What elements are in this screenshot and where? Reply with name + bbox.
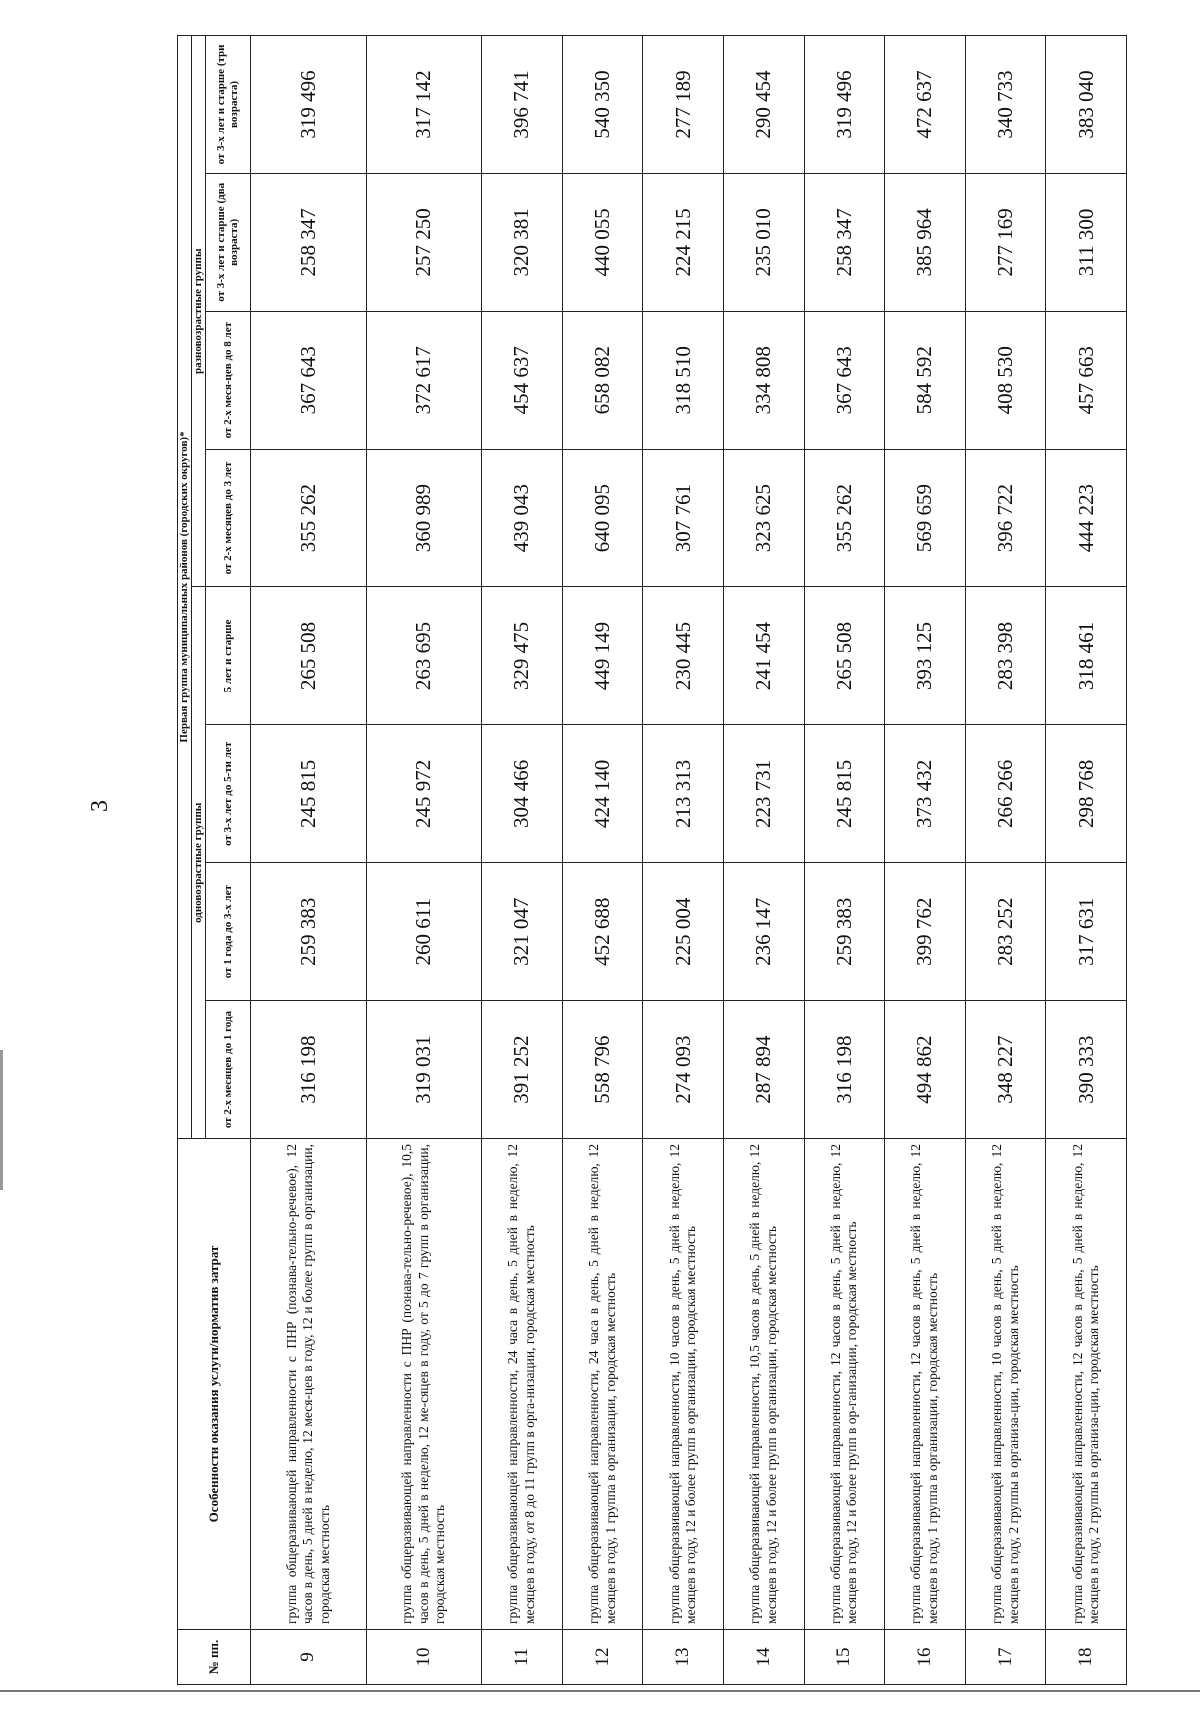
cost-value-cell: 408 530	[965, 311, 1046, 449]
header-description: Особенности оказания услуги/норматив затрат	[178, 1139, 251, 1630]
cost-value-cell: 316 198	[251, 1001, 367, 1139]
cost-value-cell: 265 508	[251, 587, 367, 725]
cost-value-cell: 266 266	[965, 725, 1046, 863]
cost-value-cell: 390 333	[1046, 1001, 1127, 1139]
row-number: 14	[723, 1630, 804, 1685]
cost-value-cell: 290 454	[723, 36, 804, 174]
cost-value-cell: 355 262	[804, 449, 885, 587]
cost-value-cell: 274 093	[643, 1001, 724, 1139]
cost-value-cell: 213 313	[643, 725, 724, 863]
cost-value-cell: 311 300	[1046, 173, 1127, 311]
cost-value-cell: 494 862	[885, 1001, 966, 1139]
table-row	[885, 36, 966, 1685]
header-main-title: Первая группа муниципальных районов (городских округов)*	[178, 36, 192, 1139]
cost-value-cell: 283 398	[965, 587, 1046, 725]
cost-value-cell: 399 762	[885, 863, 966, 1001]
cost-value-cell: 367 643	[251, 311, 367, 449]
cost-value-cell: 317 631	[1046, 863, 1127, 1001]
row-description: группа общеразвивающей направленности, 24 часа в день, 5 дней в неделю, 12 месяцев в году, 1 группа в организации, городская местность	[562, 1139, 643, 1630]
column-header: от 3-х лет и старше (два возраста)	[206, 173, 251, 311]
cost-value-cell: 224 215	[643, 173, 724, 311]
cost-value-cell: 319 031	[366, 1001, 482, 1139]
cost-value-cell: 245 815	[251, 725, 367, 863]
cost-value-cell: 241 454	[723, 587, 804, 725]
row-description: группа общеразвивающей направленности, 24 часа в день, 5 дней в неделю, 12 месяцев в году, от 8 до 11 групп в орга-низации, городская местность	[482, 1139, 563, 1630]
header-single-age: одновозрастные группы	[192, 587, 206, 1139]
cost-value-cell: 385 964	[885, 173, 966, 311]
cost-value-cell: 584 592	[885, 311, 966, 449]
table-body	[251, 36, 1127, 1685]
column-header: от 3-х лет и старше (три возраста)	[206, 36, 251, 174]
column-header: от 2-х меся-цев до 8 лет	[206, 311, 251, 449]
cost-value-cell: 223 731	[723, 725, 804, 863]
row-description: группа общеразвивающей направленности с ПНР (познава-тельно-речевое), 10,5 часов в день, 5 дней в неделю, 12 ме-сяцев в году, от 5 до 7 групп в организации, городская местность	[366, 1139, 482, 1630]
cost-value-cell: 318 510	[643, 311, 724, 449]
cost-value-cell: 367 643	[804, 311, 885, 449]
cost-value-cell: 444 223	[1046, 449, 1127, 587]
cost-value-cell: 283 252	[965, 863, 1046, 1001]
cost-value-cell: 298 768	[1046, 725, 1127, 863]
cost-value-cell: 319 496	[804, 36, 885, 174]
cost-value-cell: 304 466	[482, 725, 563, 863]
cost-value-cell: 424 140	[562, 725, 643, 863]
cost-value-cell: 393 125	[885, 587, 966, 725]
cost-value-cell: 454 637	[482, 311, 563, 449]
column-header: от 2-х месяцев до 3 лет	[206, 449, 251, 587]
cost-value-cell: 263 695	[366, 587, 482, 725]
cost-value-cell: 316 198	[804, 1001, 885, 1139]
row-number: 12	[562, 1630, 643, 1685]
cost-value-cell: 245 972	[366, 725, 482, 863]
row-description: группа общеразвивающей направленности с ПНР (познава-тельно-речевое), 12 часов в день, 5 дней в неделю, 12 меся-цев в году, 12 и более групп в организации, городская местность	[251, 1139, 367, 1630]
row-number: 17	[965, 1630, 1046, 1685]
cost-value-cell: 259 383	[804, 863, 885, 1001]
cost-value-cell: 439 043	[482, 449, 563, 587]
cost-value-cell: 245 815	[804, 725, 885, 863]
table-row	[366, 36, 482, 1685]
table-row	[562, 36, 643, 1685]
cost-value-cell: 236 147	[723, 863, 804, 1001]
cost-value-cell: 558 796	[562, 1001, 643, 1139]
cost-value-cell: 318 461	[1046, 587, 1127, 725]
cost-value-cell: 340 733	[965, 36, 1046, 174]
table-row	[482, 36, 563, 1685]
cost-value-cell: 259 383	[251, 863, 367, 1001]
cost-value-cell: 258 347	[804, 173, 885, 311]
row-number: 9	[251, 1630, 367, 1685]
cost-value-cell: 569 659	[885, 449, 966, 587]
cost-value-cell: 277 189	[643, 36, 724, 174]
cost-value-cell: 449 149	[562, 587, 643, 725]
row-description: группа общеразвивающей направленности, 10,5 часов в день, 5 дней в неделю, 12 месяцев в году, 12 и более групп в организации, городская местность	[723, 1139, 804, 1630]
cost-value-cell: 329 475	[482, 587, 563, 725]
row-description: группа общеразвивающей направленности, 12 часов в день, 5 дней в неделю, 12 месяцев в году, 1 группа в организации, городская местность	[885, 1139, 966, 1630]
cost-value-cell: 452 688	[562, 863, 643, 1001]
row-description: группа общеразвивающей направленности, 12 часов в день, 5 дней в неделю, 12 месяцев в году, 12 и более групп в ор-ганизации, городская местность	[804, 1139, 885, 1630]
cost-value-cell: 230 445	[643, 587, 724, 725]
column-header: от 2-х месяцев до 1 года	[206, 1001, 251, 1139]
cost-value-cell: 287 894	[723, 1001, 804, 1139]
column-header: от 1 года до 3-х лет	[206, 863, 251, 1001]
cost-value-cell: 360 989	[366, 449, 482, 587]
cost-norm-table	[177, 35, 1127, 1685]
cost-value-cell: 440 055	[562, 173, 643, 311]
cost-value-cell: 260 611	[366, 863, 482, 1001]
cost-value-cell: 396 722	[965, 449, 1046, 587]
row-number: 15	[804, 1630, 885, 1685]
cost-value-cell: 265 508	[804, 587, 885, 725]
cost-value-cell: 320 381	[482, 173, 563, 311]
header-row-number: № пп.	[178, 1630, 251, 1685]
cost-value-cell: 457 663	[1046, 311, 1127, 449]
cost-value-cell: 391 252	[482, 1001, 563, 1139]
scan-bottom-edge	[0, 1690, 1200, 1692]
cost-value-cell: 383 040	[1046, 36, 1127, 174]
cost-value-cell: 372 617	[366, 311, 482, 449]
cost-value-cell: 323 625	[723, 449, 804, 587]
row-number: 10	[366, 1630, 482, 1685]
row-number: 18	[1046, 1630, 1127, 1685]
row-description: группа общеразвивающей направленности, 12 часов в день, 5 дней в неделю, 12 месяцев в году, 2 группы в организа-ции, городская местность	[1046, 1139, 1127, 1630]
cost-value-cell: 321 047	[482, 863, 563, 1001]
cost-value-cell: 640 095	[562, 449, 643, 587]
row-number: 16	[885, 1630, 966, 1685]
cost-value-cell: 307 761	[643, 449, 724, 587]
table-row	[965, 36, 1046, 1685]
header-mixed-age: разновозрастные группы	[192, 36, 206, 588]
table-row	[643, 36, 724, 1685]
cost-value-cell: 257 250	[366, 173, 482, 311]
table-row	[723, 36, 804, 1685]
cost-value-cell: 396 741	[482, 36, 563, 174]
table-row	[251, 36, 367, 1685]
row-description: группа общеразвивающей направленности, 10 часов в день, 5 дней в неделю, 12 месяцев в году, 2 группы в организа-ции, городская местность	[965, 1139, 1046, 1630]
cost-value-cell: 235 010	[723, 173, 804, 311]
rotated-table-container	[177, 35, 1102, 1685]
page-number: 3	[87, 800, 113, 812]
cost-value-cell: 317 142	[366, 36, 482, 174]
row-description: группа общеразвивающей направленности, 10 часов в день, 5 дней в неделю, 12 месяцев в году, 12 и более групп в организации, городская местность	[643, 1139, 724, 1630]
scan-edge-mark	[0, 1050, 3, 1190]
cost-value-cell: 348 227	[965, 1001, 1046, 1139]
cost-value-cell: 225 004	[643, 863, 724, 1001]
cost-value-cell: 334 808	[723, 311, 804, 449]
cost-value-cell: 658 082	[562, 311, 643, 449]
row-number: 11	[482, 1630, 563, 1685]
cost-value-cell: 319 496	[251, 36, 367, 174]
cost-value-cell: 277 169	[965, 173, 1046, 311]
table-row	[1046, 36, 1127, 1685]
cost-value-cell: 355 262	[251, 449, 367, 587]
table-row	[804, 36, 885, 1685]
column-header: от 3-х лет до 5-ти лет	[206, 725, 251, 863]
row-number: 13	[643, 1630, 724, 1685]
cost-value-cell: 258 347	[251, 173, 367, 311]
cost-value-cell: 540 350	[562, 36, 643, 174]
cost-value-cell: 472 637	[885, 36, 966, 174]
column-header: 5 лет и старше	[206, 587, 251, 725]
cost-value-cell: 373 432	[885, 725, 966, 863]
